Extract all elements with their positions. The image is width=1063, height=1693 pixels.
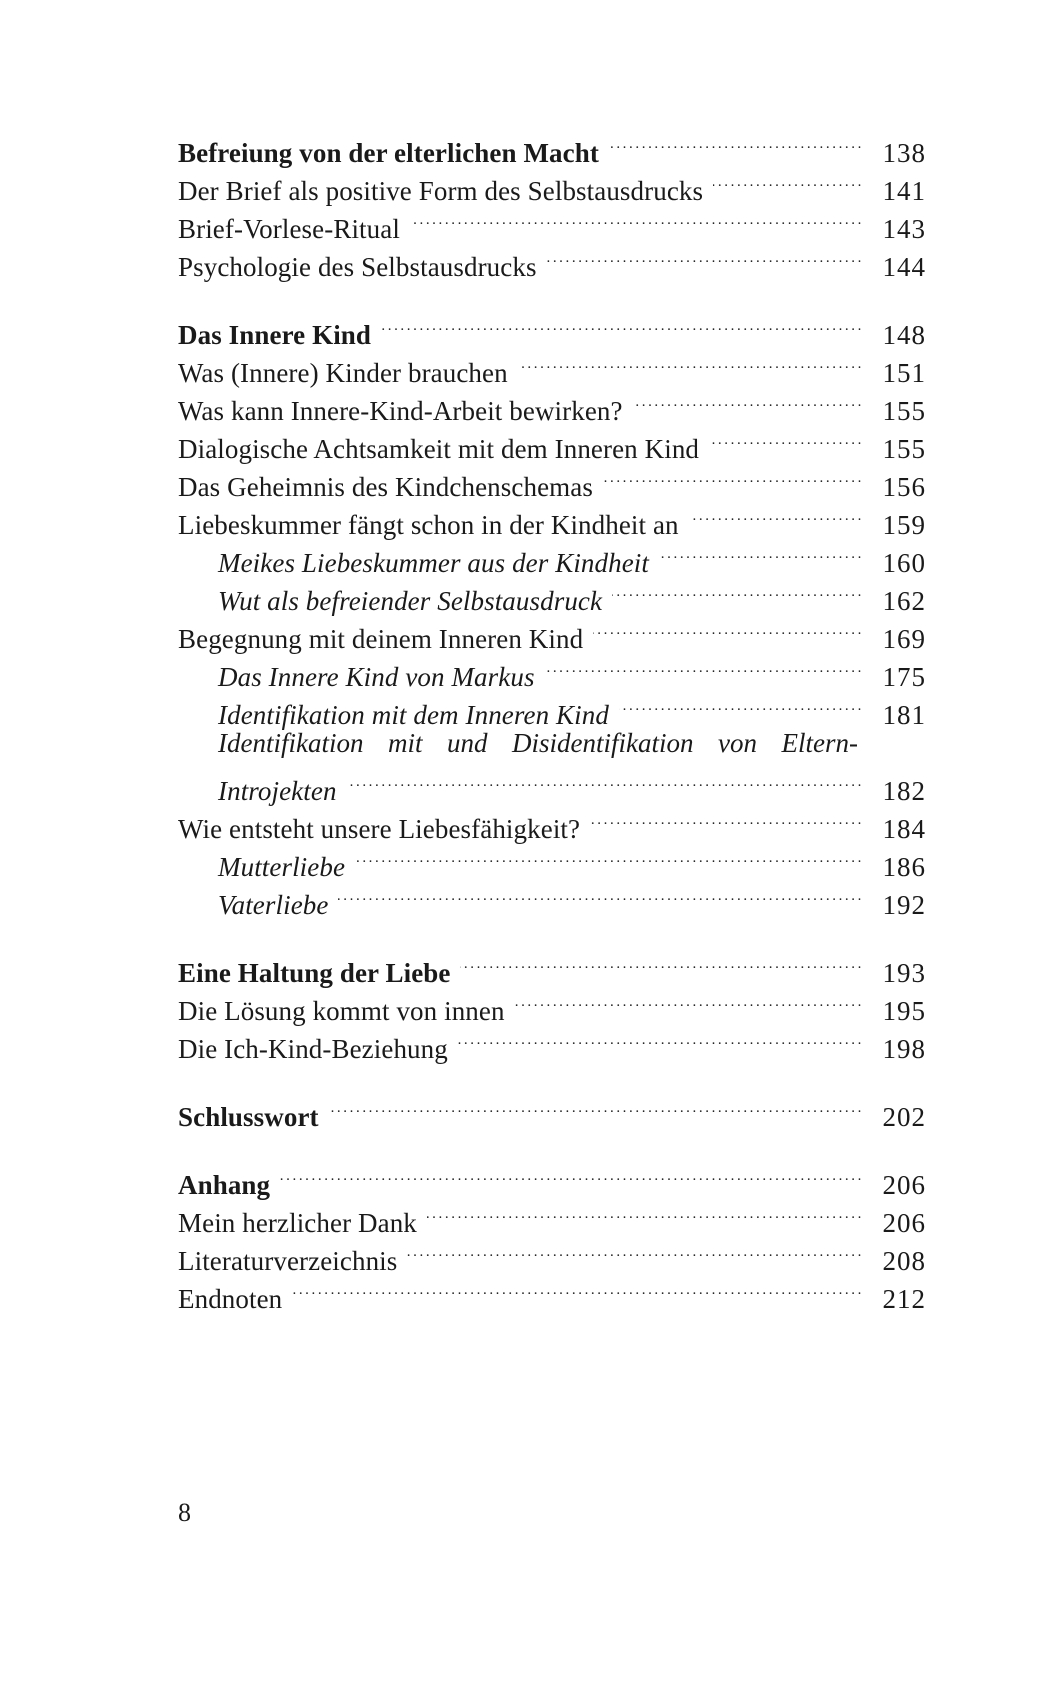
toc-entry[interactable] [178, 1156, 926, 1200]
leader-dots [709, 420, 864, 458]
leader-dots [609, 124, 864, 162]
leader-dots [381, 306, 864, 344]
entry-title: Befreiung von der elterlichen Macht [178, 138, 599, 168]
leader-dots [545, 648, 864, 686]
entry-title: Die Ich-Kind-Beziehung [178, 1034, 448, 1064]
leader-dots [593, 610, 864, 648]
entry-title: Anhang [178, 1170, 271, 1200]
entry-title: Was kann Innere-Kind-Arbeit bewirken? [178, 396, 623, 426]
entry-page: 155 [882, 434, 926, 464]
entry-title: Mutterliebe [218, 852, 346, 882]
entry-title: Die Lösung kommt von innen [178, 996, 505, 1026]
entry-page: 184 [882, 814, 926, 844]
toc-section-haltung [178, 944, 926, 1064]
entry-title: Der Brief als positive Form des Selbstausdrucks [178, 176, 704, 206]
toc-section-befreiung [178, 124, 926, 282]
leader-dots [603, 458, 864, 496]
entry-title: Wut als befreiender Selbstausdruck [218, 586, 603, 616]
entry-title: Dialogische Achtsamkeit mit dem Inneren Kind [178, 434, 700, 464]
entry-title: Das Innere Kind von Markus [218, 662, 535, 692]
toc-section-inneres-kind [178, 306, 926, 920]
entry-title: Meikes Liebeskummer aus der Kindheit [218, 548, 650, 578]
leader-dots [347, 762, 864, 800]
entry-page: 159 [882, 510, 926, 540]
toc-entry[interactable] [178, 306, 926, 350]
leader-dots [612, 572, 864, 610]
entry-title: Introjekten [218, 776, 337, 806]
leader-dots [410, 200, 864, 238]
leader-dots [713, 162, 864, 200]
entry-page: 202 [882, 1102, 926, 1132]
entry-title: Begegnung mit deinem Inneren Kind [178, 624, 584, 654]
entry-title: Brief-Vorlese-Ritual [178, 214, 400, 244]
entry-title: Wie entsteht unsere Liebesfähigkeit? [178, 814, 581, 844]
leader-dots [590, 800, 864, 838]
entry-page: 156 [882, 472, 926, 502]
leader-dots [292, 1270, 864, 1308]
entry-page: 143 [882, 214, 926, 244]
page-number: 8 [178, 1498, 191, 1527]
leader-dots [407, 1232, 864, 1270]
leader-dots [547, 238, 864, 276]
toc-entry[interactable] [178, 944, 926, 988]
leader-dots [280, 1156, 864, 1194]
leader-dots [329, 1088, 864, 1126]
entry-page: 138 [882, 138, 926, 168]
entry-page: 212 [882, 1284, 926, 1314]
entry-title: Vaterliebe [218, 890, 329, 920]
entry-page: 181 [882, 700, 926, 730]
entry-page: 151 [882, 358, 926, 388]
entry-page: 160 [882, 548, 926, 578]
entry-title: Schlusswort [178, 1102, 319, 1132]
leader-dots [338, 876, 864, 914]
entry-page: 155 [882, 396, 926, 426]
toc-entry[interactable] [178, 124, 926, 168]
entry-page: 206 [882, 1208, 926, 1238]
leader-dots [355, 838, 864, 876]
leader-dots [633, 382, 864, 420]
entry-title: Literaturverzeichnis [178, 1246, 398, 1276]
entry-page: 182 [882, 776, 926, 806]
leader-dots [515, 982, 864, 1020]
entry-page: 208 [882, 1246, 926, 1276]
entry-title: Eine Haltung der Liebe [178, 958, 451, 988]
entry-page: 141 [882, 176, 926, 206]
entry-title: Endnoten [178, 1284, 283, 1314]
entry-page: 198 [882, 1034, 926, 1064]
entry-title: Das Geheimnis des Kindchenschemas [178, 472, 593, 502]
entry-page: 186 [882, 852, 926, 882]
entry-page: 193 [882, 958, 926, 988]
toc-entry[interactable] [178, 1194, 926, 1238]
entry-title: Was (Innere) Kinder brauchen [178, 358, 508, 388]
entry-title: Mein herzlicher Dank [178, 1208, 417, 1238]
toc-subentry[interactable] [178, 762, 926, 806]
entry-title: Liebeskummer fängt schon in der Kindheit an [178, 510, 679, 540]
toc-subentry-wrapped-line[interactable]: Identifikation mit und Disidentifikation von Eltern- [218, 728, 858, 758]
leader-dots [619, 686, 864, 724]
entry-page: 148 [882, 320, 926, 350]
entry-page: 175 [882, 662, 926, 692]
entry-page: 195 [882, 996, 926, 1026]
leader-dots [659, 534, 864, 572]
entry-page: 206 [882, 1170, 926, 1200]
entry-page: 169 [882, 624, 926, 654]
toc-entry[interactable] [178, 1088, 926, 1132]
table-of-contents [178, 124, 926, 1314]
entry-page: 192 [882, 890, 926, 920]
toc-section-schlusswort [178, 1088, 926, 1132]
entry-title: Psychologie des Selbstausdrucks [178, 252, 537, 282]
leader-dots [518, 344, 864, 382]
entry-page: 144 [882, 252, 926, 282]
entry-title: Das Innere Kind [178, 320, 372, 350]
leader-dots [427, 1194, 864, 1232]
leader-dots [689, 496, 864, 534]
leader-dots [460, 944, 864, 982]
entry-title: Identifikation mit dem Inneren Kind [218, 700, 609, 730]
leader-dots [458, 1020, 864, 1058]
toc-section-anhang [178, 1156, 926, 1314]
entry-page: 162 [882, 586, 926, 616]
